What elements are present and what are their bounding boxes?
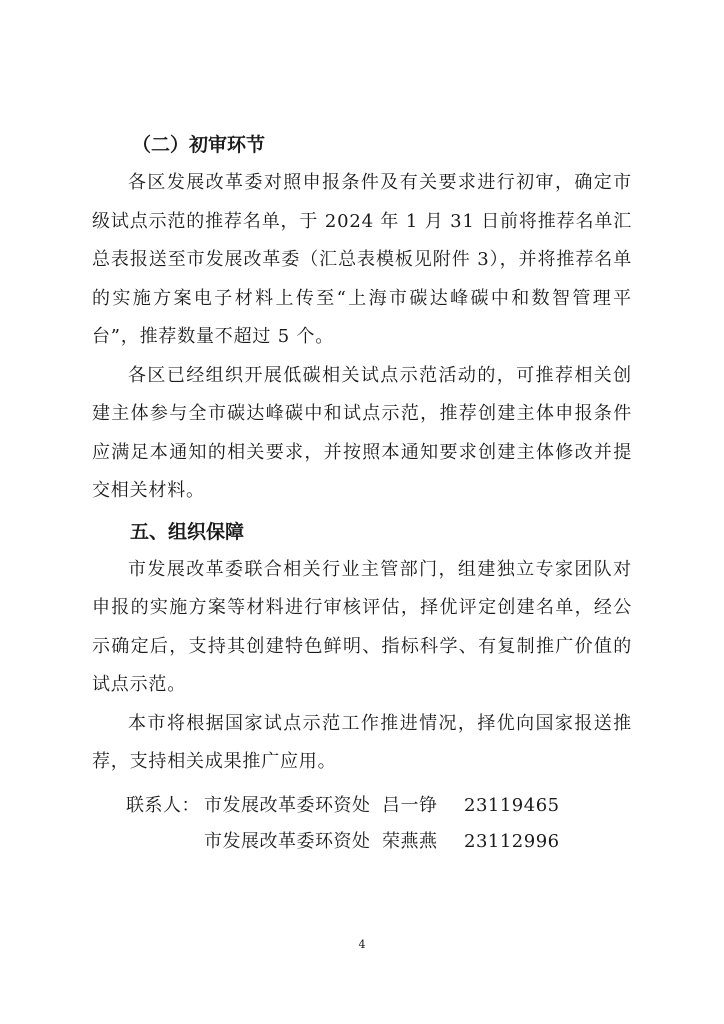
contact-department: 市发展改革委环资处 [204,831,371,852]
document-body [92,128,632,782]
paragraph-initial-review-1: 各区发展改革委对照申报条件及有关要求进行初审，确定市级试点示范的推荐名单，于 2024 年 1 月 31 日前将推荐名单汇总表报送至市发展改革委（汇总表模板见附件 3），并将推荐名单的实施方案电子材料上传至“上海市碳达峰碳中和数智管理平台”，推荐数量不超过 5 个。 [92,172,632,347]
contact-block [126,788,560,860]
contact-name: 吕一铮 [382,795,438,816]
page-number: 4 [358,938,366,951]
paragraph-organization-1: 市发展改革委联合相关行业主管部门，组建独立专家团队对申报的实施方案等材料进行审核评估，择优评定创建名单，经公示确定后，支持其创建特色鲜明、指标科学、有复制推广价值的试点示范。 [92,558,632,695]
section-heading-initial-review: （二）初审环节 [132,134,266,156]
contact-phone: 23119465 [464,795,560,816]
contact-row [126,788,560,824]
contact-department: 市发展改革委环资处 [204,795,371,816]
contact-name: 荣燕燕 [382,831,438,852]
paragraph-organization-2: 本市将根据国家试点示范工作推进情况，择优向国家报送推荐，支持相关成果推广应用。 [92,712,632,772]
section-heading-organization: 五、组织保障 [130,520,245,543]
paragraph-initial-review-2: 各区已经组织开展低碳相关试点示范活动的，可推荐相关创建主体参与全市碳达峰碳中和试点示范，推荐创建主体申报条件应满足本通知的相关要求，并按照本通知要求创建主体修改并提交相关材料。 [92,364,632,501]
contact-label: 联系人： [126,795,200,816]
contact-row [126,824,560,860]
contact-phone: 23112996 [464,831,560,852]
